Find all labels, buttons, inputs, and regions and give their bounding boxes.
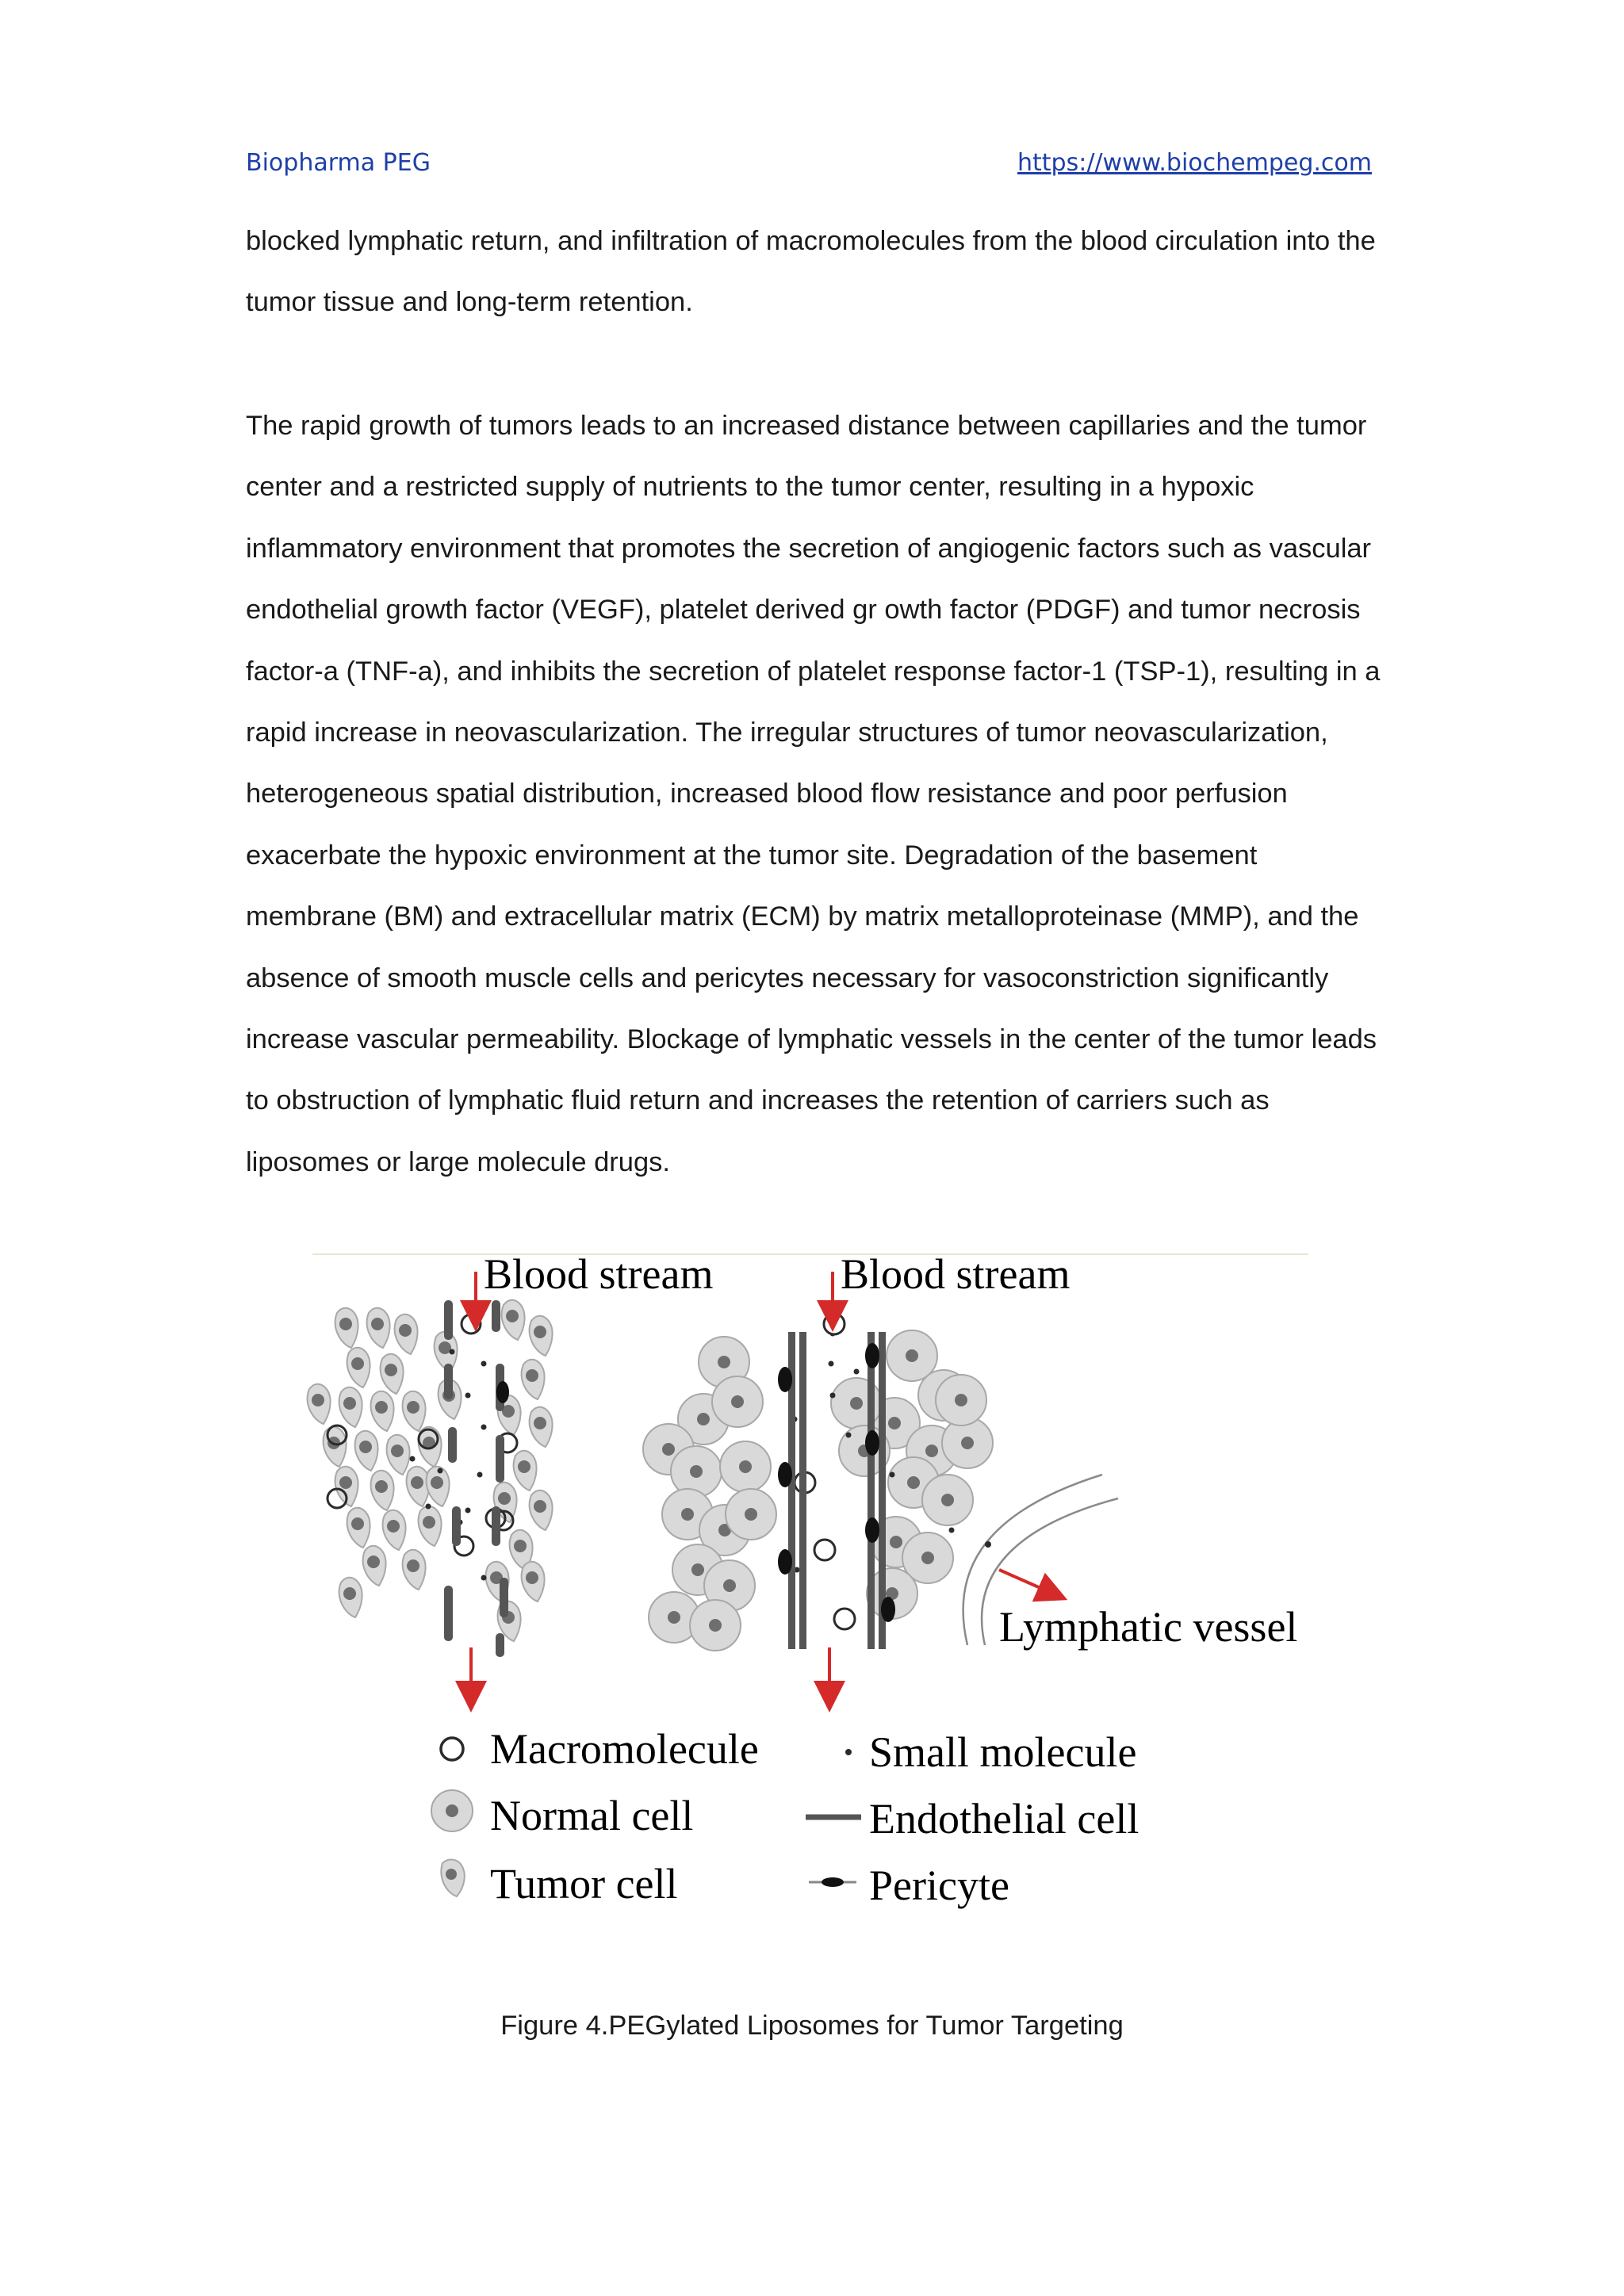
normal-cell-nucleus <box>723 1579 736 1592</box>
endothelial-segment <box>444 1586 453 1641</box>
figure-diagram <box>301 1245 1316 1942</box>
normal-cell-nucleus <box>668 1611 680 1624</box>
macromolecule <box>834 1609 855 1629</box>
tumor-cell-nucleus <box>312 1394 324 1406</box>
normal-cell-nucleus <box>709 1619 722 1632</box>
tumor-cell-nucleus <box>534 1326 546 1338</box>
legend-endothelial-cell-label: Endothelial cell <box>869 1795 1139 1843</box>
tumor-cell-nucleus <box>339 1318 352 1330</box>
normal-cell-nucleus <box>907 1476 920 1489</box>
normal-cell-nucleus <box>690 1465 703 1478</box>
legend-small-molecule-icon <box>845 1749 852 1755</box>
endothelial-wall <box>868 1332 875 1649</box>
endothelial-segment <box>496 1633 504 1657</box>
tumor-cell-nucleus <box>407 1401 419 1414</box>
pericyte <box>778 1367 792 1392</box>
legend <box>431 1725 1139 1909</box>
tumor-cell-nucleus <box>431 1476 443 1489</box>
tumor-cell-nucleus <box>351 1517 364 1530</box>
small-molecule <box>854 1369 860 1375</box>
normal-cell-nucleus <box>941 1494 954 1506</box>
tumor-cell-nucleus <box>526 1369 538 1382</box>
normal-cell-nucleus <box>906 1349 918 1362</box>
normal-cell-nucleus <box>718 1356 730 1368</box>
macromolecule <box>814 1540 835 1560</box>
small-molecule <box>846 1433 852 1438</box>
legend-normal-cell-label: Normal cell <box>490 1792 694 1839</box>
tumor-cell-nucleus <box>518 1460 530 1473</box>
normal-cell-nucleus <box>890 1536 902 1548</box>
tumor-cell-nucleus <box>526 1571 538 1584</box>
paragraph-1: blocked lymphatic return, and infiltration of macromolecules from the blood circulation into the tumor tissue and long-term retention. <box>246 226 1376 318</box>
small-molecule <box>481 1575 487 1581</box>
tumor-cell-nucleus <box>375 1401 388 1414</box>
small-molecule <box>829 1361 834 1367</box>
endothelial-segment <box>492 1506 500 1546</box>
tumor-cell-nucleus <box>339 1476 352 1489</box>
tumor-cell-nucleus <box>387 1520 400 1533</box>
small-molecule <box>830 1393 836 1399</box>
normal-cell-nucleus <box>850 1397 863 1410</box>
tumor-cell-nucleus <box>407 1559 419 1572</box>
normal-cell-nucleus <box>691 1563 704 1576</box>
macromolecule <box>462 1314 481 1334</box>
normal-cell-nucleus <box>955 1394 967 1406</box>
endothelial-segment <box>444 1300 453 1340</box>
normal-cell-nucleus <box>739 1460 752 1473</box>
normal-cell-nucleus <box>921 1552 934 1564</box>
legend-small-molecule-label: Small molecule <box>869 1728 1137 1776</box>
normal-cells-group <box>643 1314 993 1651</box>
macromolecule <box>824 1314 845 1334</box>
small-molecule <box>450 1349 455 1355</box>
header-brand: Biopharma PEG <box>246 149 431 177</box>
pericyte <box>496 1381 509 1403</box>
lymph-small-molecule <box>985 1541 991 1548</box>
small-molecule <box>426 1504 431 1510</box>
header-url-link[interactable]: https://www.biochempeg.com <box>1017 149 1372 177</box>
normal-cell-nucleus <box>662 1443 675 1456</box>
tumor-cell-nucleus <box>385 1364 397 1376</box>
tumor-cell-nucleus <box>371 1318 384 1330</box>
pericyte <box>865 1430 879 1456</box>
tumor-cell-nucleus <box>391 1445 404 1457</box>
legend-tumor-cell-label: Tumor cell <box>490 1860 678 1908</box>
small-molecule <box>481 1425 487 1430</box>
tumor-cell-nucleus <box>534 1500 546 1513</box>
tumor-cell-nucleus <box>534 1417 546 1429</box>
tumor-cell-nucleus <box>514 1540 527 1552</box>
small-molecule <box>465 1508 471 1513</box>
tumor-cell-nucleus <box>351 1357 364 1370</box>
tumor-cell-nucleus <box>343 1397 356 1410</box>
small-molecule <box>949 1528 955 1533</box>
tumor-cell-nucleus <box>423 1516 435 1529</box>
normal-cell-nucleus <box>681 1508 694 1521</box>
tumor-cell-nucleus <box>367 1556 380 1568</box>
normal-cell-nucleus <box>745 1508 757 1521</box>
pericyte <box>865 1343 879 1368</box>
tumor-cell-nucleus <box>506 1310 519 1322</box>
pericyte <box>881 1597 895 1622</box>
endothelial-segment <box>500 1578 508 1617</box>
tumor-cell-nucleus <box>399 1324 412 1337</box>
label-blood-stream-right: Blood stream <box>841 1250 1071 1298</box>
tumor-cell-nucleus <box>411 1476 423 1489</box>
endothelial-segment <box>492 1300 500 1332</box>
tumor-cell-nucleus <box>498 1492 511 1505</box>
figure-tumor-targeting <box>301 1245 1316 1942</box>
pericyte <box>778 1549 792 1575</box>
endothelial-segment <box>448 1427 457 1463</box>
endothelial-segment <box>444 1364 453 1399</box>
tumor-cell-nucleus <box>359 1441 372 1453</box>
paragraph-2: The rapid growth of tumors leads to an increased distance between capillaries and the tumor center and a restricted supply of nutrients to the tumor center, resulting in a hypoxic inflammatory environment that promotes the secretion of angiogenic factors such as vascular endothelial growth factor (VEGF), platelet derived gr owth factor (PDGF) and tumor necrosis factor-a (TNF-a), and inhibits the secretion of platelet response factor-1 (TSP-1), resulting in a rapid increase in neovascularization. The irregular structures of tumor neovascularization, heterogeneous spatial distribution, increased blood flow resistance and poor perfusion exacerbate the hypoxic environment at the tumor site. Degradation of the basement membrane (BM) and extracellular matrix (ECM) by matrix metalloproteinase (MMP), and the absence of smooth muscle cells and pericytes necessary for vasoconstriction significantly increase vascular permeability. Blockage of lymphatic vessels in the center of the tumor leads to obstruction of lymphatic fluid return and increases the retention of carriers such as liposomes or large molecule drugs. <box>246 411 1381 1177</box>
small-molecule <box>465 1393 471 1399</box>
label-lymphatic-vessel: Lymphatic vessel <box>999 1603 1298 1651</box>
legend-pericyte-icon <box>822 1877 844 1887</box>
pericyte <box>778 1462 792 1487</box>
small-molecule <box>410 1456 416 1462</box>
paragraph-continuation <box>246 211 1388 334</box>
legend-macromolecule-icon <box>441 1738 463 1760</box>
normal-cell-nucleus <box>925 1445 938 1457</box>
normal-cell-nucleus <box>731 1395 744 1408</box>
small-molecule <box>438 1468 443 1474</box>
normal-cell-nucleus <box>697 1413 710 1425</box>
tumor-cell-nucleus <box>343 1587 356 1600</box>
legend-tumor-cell-nucleus <box>446 1869 457 1880</box>
endothelial-segment <box>496 1435 504 1483</box>
small-molecule <box>477 1472 483 1478</box>
endothelial-segment <box>452 1506 461 1546</box>
normal-cell-nucleus <box>961 1437 974 1449</box>
tumor-cell-nucleus <box>375 1480 388 1493</box>
legend-normal-cell-nucleus <box>446 1804 458 1817</box>
tumor-cells-group <box>308 1300 553 1641</box>
paragraph-tumor-growth <box>246 396 1388 1193</box>
pericyte <box>865 1517 879 1543</box>
figure-caption: Figure 4.PEGylated Liposomes for Tumor Targeting <box>500 2011 1124 2041</box>
legend-macromolecule-label: Macromolecule <box>490 1725 759 1773</box>
page-header <box>246 149 1372 184</box>
small-molecule <box>890 1472 895 1478</box>
small-molecule <box>481 1361 487 1367</box>
lymphatic-flow-arrow <box>999 1570 1053 1594</box>
normal-cell-nucleus <box>888 1417 901 1429</box>
label-blood-stream-left: Blood stream <box>484 1250 714 1298</box>
endothelial-wall <box>799 1332 806 1649</box>
legend-pericyte-label: Pericyte <box>869 1862 1009 1909</box>
